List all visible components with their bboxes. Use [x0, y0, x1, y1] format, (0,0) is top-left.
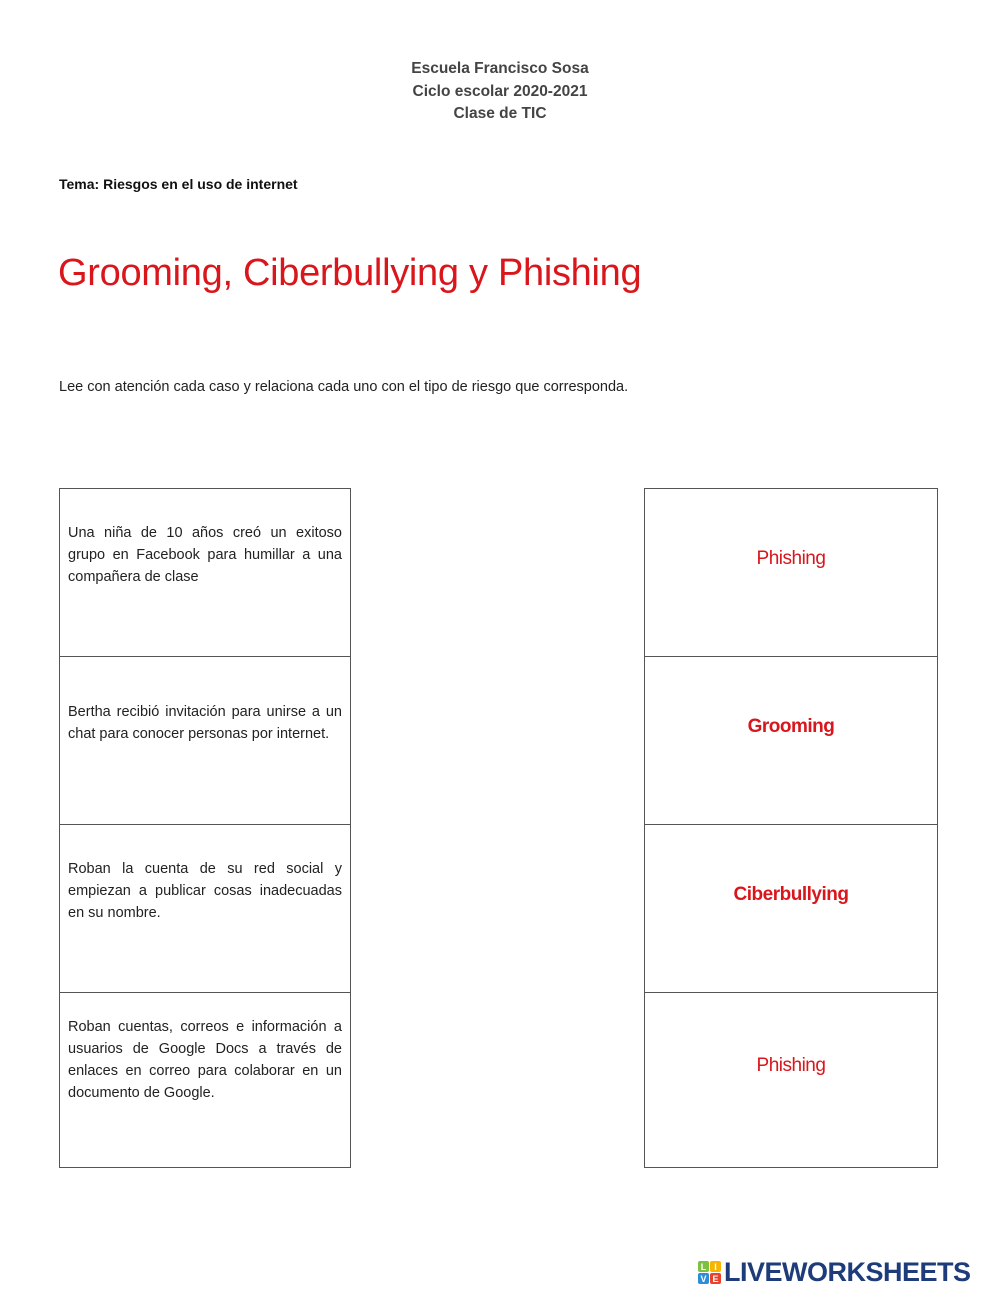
school-cycle: Ciclo escolar 2020-2021	[412, 82, 588, 100]
case-text: Roban cuentas, correos e información a usuarios de Google Docs a través de enlaces en correo para colaborar en un documento de Google.	[68, 1019, 342, 1101]
class-name: Clase de TIC	[453, 105, 547, 122]
case-box[interactable]	[59, 992, 351, 1168]
answer-box[interactable]	[644, 992, 938, 1168]
page-title: Grooming, Ciberbullying y Phishing	[58, 252, 642, 294]
topic-label: Tema: Riesgos en el uso de internet	[59, 176, 298, 192]
answer-label: Ciberbullying	[733, 883, 849, 905]
answer-label: Phishing	[756, 547, 826, 569]
case-text: Roban la cuenta de su red social y empiezan a publicar cosas inadecuadas en su nombre.	[68, 860, 342, 921]
logo-tile: I	[710, 1261, 721, 1272]
live-tiles-icon	[698, 1261, 721, 1284]
school-name: Escuela Francisco Sosa	[411, 60, 589, 77]
answer-box[interactable]	[644, 824, 938, 992]
case-text: Una niña de 10 años creó un exitoso grupo en Facebook para humillar a una compañera de clase	[68, 524, 342, 585]
case-box[interactable]	[59, 488, 351, 656]
instructions: Lee con atención cada caso y relaciona cada uno con el tipo de riesgo que corresponda.	[59, 379, 629, 395]
logo-text: LIVEWORKSHEETS	[724, 1257, 971, 1287]
answer-label: Phishing	[756, 1055, 826, 1076]
case-box[interactable]	[59, 824, 351, 992]
cases-column	[59, 488, 351, 1168]
liveworksheets-logo[interactable]	[698, 1257, 971, 1288]
case-text: Bertha recibió invitación para unirse a un chat para conocer personas por internet.	[68, 703, 342, 742]
logo-tile: V	[698, 1273, 709, 1284]
logo-tile: E	[710, 1273, 721, 1284]
answer-box[interactable]	[644, 488, 938, 656]
logo-tile: L	[698, 1261, 709, 1272]
answer-label: Grooming	[747, 715, 835, 737]
answers-column	[644, 488, 938, 1168]
answer-box[interactable]	[644, 656, 938, 824]
case-box[interactable]	[59, 656, 351, 824]
school-header	[0, 58, 1000, 126]
